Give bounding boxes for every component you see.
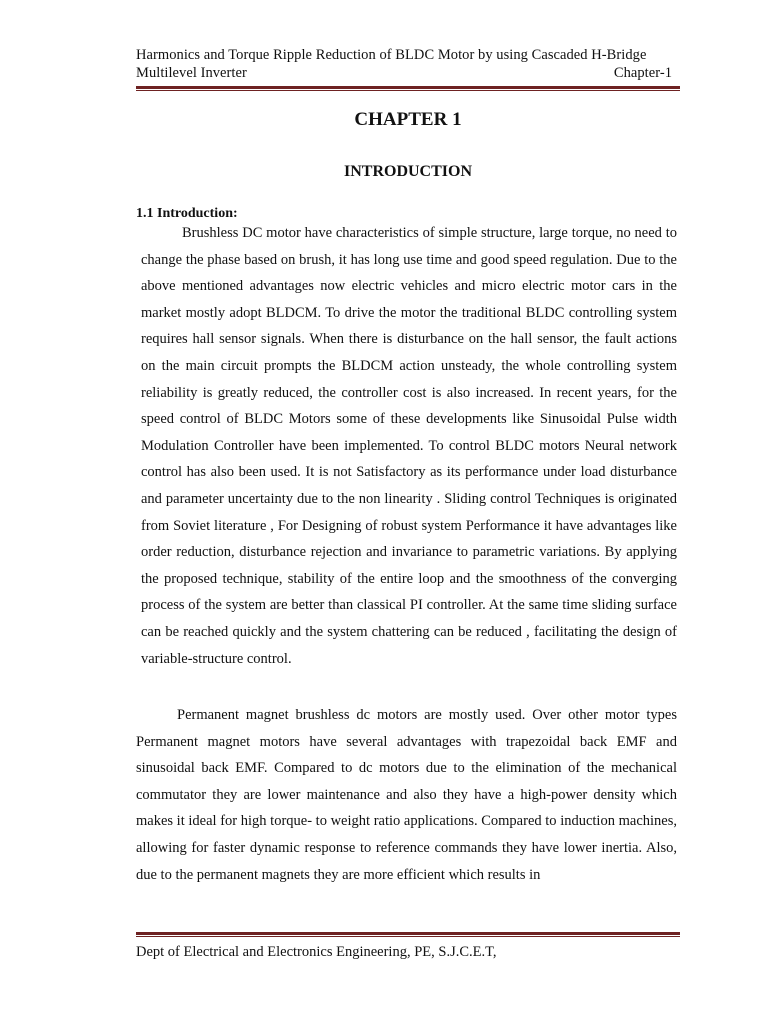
body-paragraph-1: Brushless DC motor have characteristics of simple structure, large torque, no need to change the phase based on brush, it has long use time and good speed regulation. Due to the above mentioned advantages now electric vehicles and micro electric motor cars in the market mostly adopt BLDCM. To drive the motor the traditional BLDC controlling system requires hall sensor signals. When there is disturbance on the hall sensor, the fault actions on the main circuit prompts the BLDCM action unsteady, the whole controlling system reliability is greatly reduced, the controller cost is also increased. In recent years, for the speed control of BLDC Motors some of these developments like Sinusoidal Pulse width Modulation Controller have been implemented. To control BLDC motors Neural network control has also been used. It is not Satisfactory as its performance under load disturbance and parameter uncertainty due to the non linearity . Sliding control Techniques is originated from Soviet literature , For Designing of robust system Performance it have advantages like order reduction, disturbance rejection and invariance to parametric variations. By applying the proposed technique, stability of the entire loop and the smoothness of the converging process of the system are better than classical PI controller. At the same time sliding surface can be reached quickly and the system chattering can be reduced , facilitating the design of variable-structure control.: [141, 225, 677, 667]
body-paragraph-2: Permanent magnet brushless dc motors are mostly used. Over other motor types Permanent magnet motors have several advantages with trapezoidal back EMF and sinusoidal back EMF. Compared to dc motors due to the elimination of the mechanical commutator they are lower maintenance and also they have a high-power density which makes it ideal for high torque- to weight ratio applications. Compared to induction machines, allowing for faster dynamic response to reference commands they have lower inertia. Also, due to the permanent magnets they are more efficient which results in: [136, 707, 677, 883]
page-footer: Dept of Electrical and Electronics Engineering, PE, S.J.C.E.T,: [136, 944, 497, 960]
chapter-title: CHAPTER 1: [354, 109, 462, 130]
footer-rule-thin: [136, 936, 680, 937]
header-rule: [136, 86, 680, 91]
page-header: [136, 46, 672, 82]
introduction-heading: INTRODUCTION: [343, 163, 472, 180]
header-row2: [136, 64, 672, 82]
footer-rule-thick: [136, 932, 680, 935]
header-title-line2: Multilevel Inverter: [136, 65, 247, 81]
header-chapter-tag: Chapter-1: [613, 65, 672, 81]
section-title: 1.1 Introduction:: [136, 206, 238, 221]
header-rule-thin: [136, 90, 680, 91]
footer-rule: [136, 932, 680, 937]
header-title-line1: Harmonics and Torque Ripple Reduction of BLDC Motor by using Cascaded H-Bridge: [136, 47, 647, 63]
header-rule-thick: [136, 86, 680, 89]
